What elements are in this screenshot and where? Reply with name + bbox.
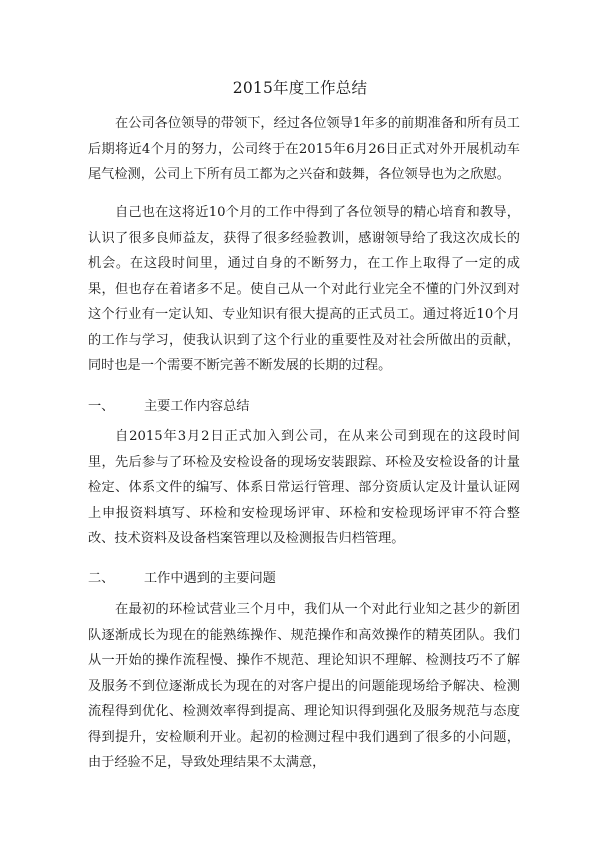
section-heading-2 <box>88 566 520 592</box>
problems-paragraph: 在最初的环检试营业三个月中，我们从一个对此行业知之甚少的新团队逐渐成长为现在的能熟练操作、规范操作和高效操作的精英团队。我们从一开始的操作流程慢、操作不规范、理论知识不理解、检测技巧不了解及服务不到位逐渐成长为现在的对客户提出的问题能现场给予解决、检测流程得到优化、检测效率得到提高、理论知识得到强化及服务规范与态度得到提升，安检顺利开业。起初的检测过程中我们遇到了很多的小问题，由于经验不足，导致处理结果不太满意， <box>88 602 520 770</box>
reflection-paragraph: 自己也在这将近10个月的工作中得到了各位领导的精心培育和教导，认识了很多良师益友，获得了很多经验教训，感谢领导给了我这次成长的机会。在这段时间里，通过自身的不断努力，在工作上取得了一定的成果，但也存在着诸多不足。使自己从一个对此行业完全不懂的门外汉到对这个行业有一定认知、专业知识有很大提高的正式员工。通过将近10个月的工作与学习，使我认识到了这个行业的重要性及对社会所做出的贡献，同时也是一个需要不断完善不断发展的长期的过程。 <box>88 205 520 373</box>
document-title: 2015年度工作总结 <box>232 79 368 97</box>
work-content-paragraph: 自2015年3月2日正式加入到公司，在从来公司到现在的这段时间里，先后参与了环检及安检设备的现场安装跟踪、环检及安检设备的计量检定、体系文件的编写、体系日常运行管理、部分资质认定及计量认证网上申报资料填写、环检和安检现场评审、环检和安检现场评审不符合整改、技术资料及设备档案管理以及检测报告归档管理。 <box>88 429 520 546</box>
section-number: 二、 <box>88 571 115 586</box>
section-title: 主要工作内容总结 <box>144 399 250 414</box>
section-heading-1 <box>88 394 520 420</box>
section-title: 工作中遇到的主要问题 <box>144 571 276 586</box>
section-number: 一、 <box>88 399 115 414</box>
intro-paragraph: 在公司各位领导的带领下，经过各位领导1年多的前期准备和所有员工后期将近4个月的努力，公司终于在2015年6月26日正式对外开展机动车尾气检测，公司上下所有员工都为之兴奋和鼓舞，各位领导也为之欣慰。 <box>88 116 520 182</box>
